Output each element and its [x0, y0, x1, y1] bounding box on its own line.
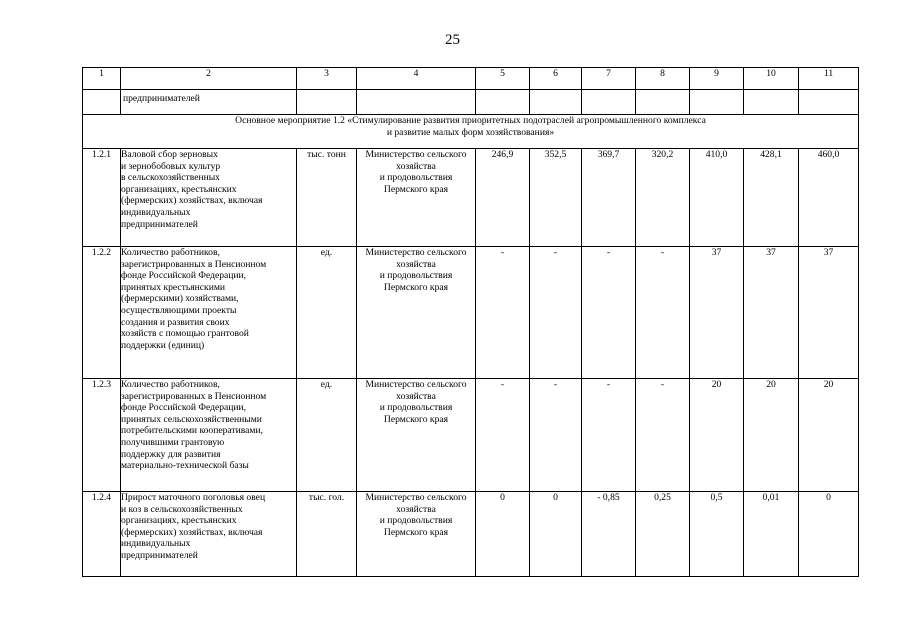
empty-cell — [83, 90, 121, 115]
value-cell: - — [636, 247, 690, 379]
value-cell: 0 — [476, 492, 530, 577]
continuation-text: предпринимателей — [121, 90, 297, 115]
unit-cell: ед. — [297, 379, 357, 492]
empty-cell — [799, 90, 859, 115]
empty-cell — [690, 90, 744, 115]
table-row — [83, 149, 859, 247]
executor-cell: Министерство сельского хозяйства и продовольствия Пермского края — [357, 247, 476, 379]
header-cell: 10 — [744, 68, 799, 90]
indicator-name: Валовой сбор зерновых и зернобобовых культур в сельскохозяйственных организациях, крестьянских (фермерских) хозяйствах, включая индивидуальных предпринимателей — [121, 149, 297, 247]
header-cell: 8 — [636, 68, 690, 90]
continuation-row — [83, 90, 859, 115]
header-cell: 9 — [690, 68, 744, 90]
header-cell: 6 — [530, 68, 582, 90]
header-cell: 3 — [297, 68, 357, 90]
empty-cell — [297, 90, 357, 115]
table-row — [83, 247, 859, 379]
indicator-name: Прирост маточного поголовья овец и коз в сельскохозяйственных организациях, крестьянских (фермерских) хозяйствах, включая индивидуальных предпринимателей — [121, 492, 297, 577]
table-row — [83, 492, 859, 577]
executor-cell: Министерство сельского хозяйства и продовольствия Пермского края — [357, 379, 476, 492]
value-cell: 20 — [690, 379, 744, 492]
header-cell: 5 — [476, 68, 530, 90]
value-cell: - — [636, 379, 690, 492]
row-number: 1.2.3 — [83, 379, 121, 492]
value-cell: 352,5 — [530, 149, 582, 247]
value-cell: 20 — [744, 379, 799, 492]
indicator-name: Количество работников, зарегистрированных в Пенсионном фонде Российской Федерации, принятых сельскохозяйственными потребительскими кооперативами, получившими грантовую поддержку для развития материально-технической базы — [121, 379, 297, 492]
section-row — [83, 115, 859, 149]
header-cell: 7 — [582, 68, 636, 90]
value-cell: 20 — [799, 379, 859, 492]
empty-cell — [636, 90, 690, 115]
value-cell: 0,5 — [690, 492, 744, 577]
unit-cell: тыс. гол. — [297, 492, 357, 577]
value-cell: - — [530, 247, 582, 379]
value-cell: - — [476, 379, 530, 492]
value-cell: - — [476, 247, 530, 379]
value-cell: 0 — [530, 492, 582, 577]
value-cell: 0,25 — [636, 492, 690, 577]
value-cell: - — [530, 379, 582, 492]
empty-cell — [357, 90, 476, 115]
row-number: 1.2.1 — [83, 149, 121, 247]
header-row — [83, 68, 859, 90]
table-row — [83, 379, 859, 492]
row-number: 1.2.4 — [83, 492, 121, 577]
section-title: Основное мероприятие 1.2 «Стимулирование развития приоритетных подотраслей агропромышленного комплекса и развитие малых форм хозяйствования» — [83, 115, 859, 149]
executor-cell: Министерство сельского хозяйства и продовольствия Пермского края — [357, 149, 476, 247]
empty-cell — [476, 90, 530, 115]
empty-cell — [582, 90, 636, 115]
indicators-table — [82, 67, 859, 577]
row-number: 1.2.2 — [83, 247, 121, 379]
value-cell: 246,9 — [476, 149, 530, 247]
value-cell: - — [582, 379, 636, 492]
value-cell: 428,1 — [744, 149, 799, 247]
unit-cell: ед. — [297, 247, 357, 379]
value-cell: 410,0 — [690, 149, 744, 247]
value-cell: 369,7 — [582, 149, 636, 247]
header-cell: 1 — [83, 68, 121, 90]
header-cell: 4 — [357, 68, 476, 90]
value-cell: 37 — [744, 247, 799, 379]
executor-cell: Министерство сельского хозяйства и продовольствия Пермского края — [357, 492, 476, 577]
empty-cell — [530, 90, 582, 115]
value-cell: 0 — [799, 492, 859, 577]
value-cell: 0,01 — [744, 492, 799, 577]
unit-cell: тыс. тонн — [297, 149, 357, 247]
indicator-name: Количество работников, зарегистрированных в Пенсионном фонде Российской Федерации, принятых крестьянскими (фермерскими) хозяйствами, осуществляющими проекты создания и развития своих хозяйств с помощью грантовой поддержки (единиц) — [121, 247, 297, 379]
value-cell: 37 — [799, 247, 859, 379]
value-cell: 460,0 — [799, 149, 859, 247]
header-cell: 11 — [799, 68, 859, 90]
value-cell: - 0,85 — [582, 492, 636, 577]
value-cell: 320,2 — [636, 149, 690, 247]
value-cell: 37 — [690, 247, 744, 379]
empty-cell — [744, 90, 799, 115]
header-cell: 2 — [121, 68, 297, 90]
page-number: 25 — [445, 32, 460, 48]
value-cell: - — [582, 247, 636, 379]
